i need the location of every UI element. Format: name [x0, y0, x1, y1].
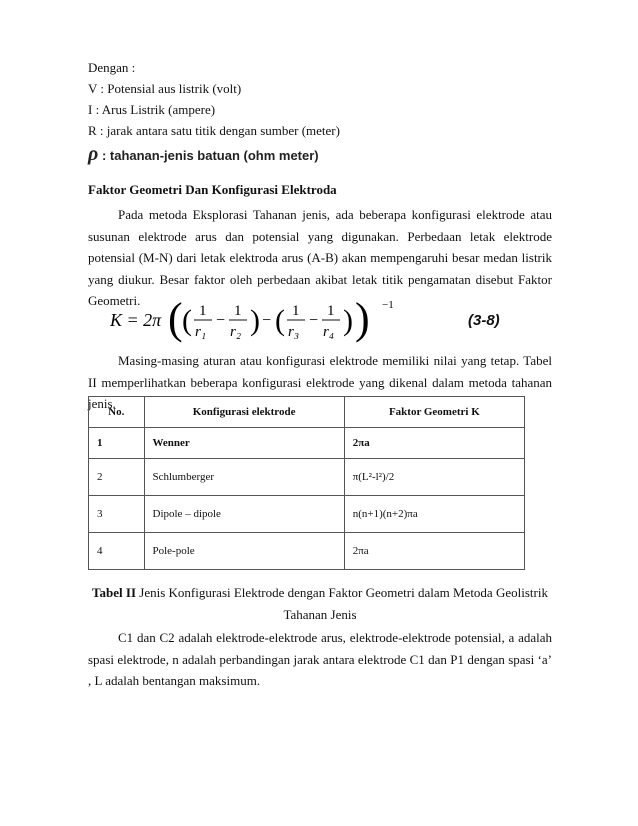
table-cell-factor: π(L²-l²)/2 — [344, 459, 524, 496]
formula-paren-right-2: ) — [343, 304, 353, 337]
section-heading: Faktor Geometri Dan Konfigurasi Elektroda — [88, 182, 337, 197]
formula-paren-right-1: ) — [250, 304, 260, 337]
formula-outer-paren-right: ) — [355, 296, 370, 343]
table-row — [89, 428, 525, 459]
formula-num-2: 1 — [234, 303, 242, 319]
table-caption — [88, 582, 552, 625]
geometry-factor-formula — [110, 296, 530, 344]
configuration-table — [88, 396, 525, 570]
formula-outer-paren-left: ( — [168, 296, 183, 343]
table-cell-factor: 2πa — [344, 533, 524, 570]
table-cell-configuration: Wenner — [144, 428, 344, 459]
formula-lhs: K = 2π — [110, 310, 162, 330]
table-caption-label: Tabel II — [92, 585, 137, 600]
formula-den-r3: r₃ — [288, 324, 300, 340]
formula-paren-left-2: ( — [275, 304, 285, 337]
legend-item-v: V : Potensial aus listrik (volt) — [88, 81, 242, 96]
formula-minus-2: − — [309, 312, 319, 329]
table-cell-configuration: Pole-pole — [144, 533, 344, 570]
formula-den-r2: r₂ — [230, 324, 242, 340]
table-row — [89, 533, 525, 570]
formula-num-1: 1 — [199, 303, 207, 319]
paragraph-configurations: Masing-masing aturan atau konfigurasi elektrode memiliki nilai yang tetap. Tabel II memperlihatkan beberapa konfigurasi elektrode yang dikenal dalam metoda tahanan jenis. — [88, 353, 552, 411]
table-cell-configuration: Dipole – dipole — [144, 496, 344, 533]
legend-item-i: I : Arus Listrik (ampere) — [88, 102, 216, 117]
table-cell-factor: 2πa — [344, 428, 524, 459]
table-header-no: No. — [89, 397, 145, 428]
formula-den-r1: r₁ — [195, 324, 207, 340]
table-cell-no: 4 — [89, 533, 145, 570]
rho-text: : tahanan-jenis batuan (ohm meter) — [101, 148, 319, 163]
table-cell-no: 1 — [89, 428, 145, 459]
table-header-configuration: Konfigurasi elektrode — [144, 397, 344, 428]
table-cell-configuration: Schlumberger — [144, 459, 344, 496]
legend-item-rho — [88, 143, 319, 166]
formula-minus-mid: − — [262, 312, 272, 329]
table-header-row — [89, 397, 525, 428]
rho-symbol: ρ — [88, 143, 99, 165]
formula-exponent: −1 — [382, 299, 394, 311]
formula-num-3: 1 — [292, 303, 300, 319]
formula-minus-1: − — [216, 312, 226, 329]
formula-num-4: 1 — [327, 303, 335, 319]
table-caption-text: Jenis Konfigurasi Elektrode dengan Faktor Geometri dalam Metoda Geolistrik Tahanan Jenis — [136, 585, 548, 622]
table-cell-no: 3 — [89, 496, 145, 533]
table-cell-no: 2 — [89, 459, 145, 496]
table-row — [89, 459, 525, 496]
table-cell-factor: n(n+1)(n+2)πa — [344, 496, 524, 533]
formula-number: (3-8) — [468, 312, 500, 329]
table-row — [89, 496, 525, 533]
formula-den-r4: r₄ — [323, 324, 335, 340]
paragraph-geometry-factor: Pada metoda Eksplorasi Tahanan jenis, ada beberapa konfigurasi elektrode atau susunan elektrode arus dan potensial yang digunakan. Perbedaan letak elektrode potensial (M-N) dari letak elektroda arus (A-B) akan mempengaruhi besar medan listrik yang diukur. Besar faktor oleh perbedaan akibat letak titik pengamatan disebut Faktor Geometri. — [88, 207, 552, 308]
legend-intro: Dengan : — [88, 60, 136, 75]
table-header-geometry-factor: Faktor Geometri K — [344, 397, 524, 428]
legend-item-r: R : jarak antara satu titik dengan sumber (meter) — [88, 123, 340, 138]
formula-paren-left-1: ( — [182, 304, 192, 337]
paragraph-closing: C1 dan C2 adalah elektrode-elektrode arus, elektrode-elektrode potensial, a adalah spasi elektrode, n adalah perbandingan jarak antara elektrode C1 dan P1 dengan spasi ‘a’ , L adalah bentangan maksimum. — [88, 630, 552, 688]
